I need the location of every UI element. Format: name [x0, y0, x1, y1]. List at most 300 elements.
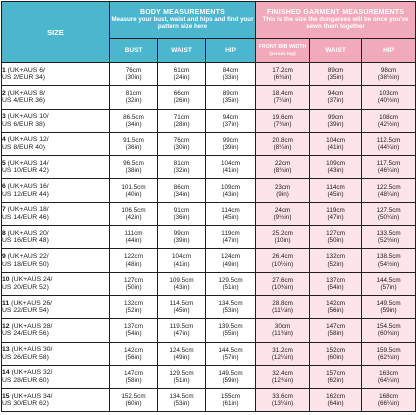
size-row	[2, 319, 416, 342]
measure-in: (47in)	[173, 330, 190, 338]
bust-cell	[110, 202, 158, 225]
measure-cm: 99cm	[327, 113, 344, 121]
measure-cm: 99cm	[173, 230, 190, 238]
measure-in: (60in)	[327, 353, 344, 361]
measure-in: (53in)	[173, 400, 190, 408]
measure-in: (42in)	[125, 213, 142, 221]
measure-in: (54½in)	[377, 260, 400, 268]
bust-cell	[110, 86, 158, 109]
size-label	[2, 272, 110, 295]
waist-cell	[158, 295, 206, 318]
measure-in: (7¼in)	[273, 97, 292, 105]
size-line-2: US 4/EUR 36)	[2, 97, 46, 105]
measure-in: (62¾in)	[377, 353, 400, 361]
bib-width-cell	[256, 389, 310, 412]
measure-in: (45in)	[173, 307, 190, 315]
measure-in: (59in)	[380, 307, 397, 315]
measure-in: (8¾in)	[273, 167, 292, 175]
size-label	[2, 295, 110, 318]
size-line-1: (UK+AUS 30/	[11, 346, 53, 354]
size-table	[1, 1, 416, 412]
bust-cell	[110, 272, 158, 295]
size-row	[2, 226, 416, 249]
hip-header: HIP	[206, 39, 256, 63]
size-label	[2, 342, 110, 365]
measure-cm: 134.5cm	[169, 393, 194, 401]
finished-waist-cell	[310, 63, 362, 86]
measure-cm: 32.4cm	[272, 369, 293, 377]
measure-cm: 144.5cm	[376, 276, 401, 284]
waist-cell	[158, 272, 206, 295]
size-line-1: (UK+AUS 34/	[11, 392, 53, 400]
measure-cm: 119.5cm	[169, 323, 194, 331]
measure-cm: 108cm	[379, 113, 398, 121]
measure-in: (59in)	[222, 377, 239, 384]
size-row	[2, 63, 416, 86]
measure-cm: 142cm	[326, 300, 345, 308]
bib-width-note: (across top)	[269, 50, 296, 56]
measure-in: (42½in)	[377, 120, 400, 128]
measure-in: (11¼in)	[272, 307, 293, 315]
measure-cm: 111cm	[124, 230, 143, 238]
measure-cm: 127.5cm	[376, 206, 401, 214]
bust-cell	[110, 179, 158, 202]
size-row	[2, 389, 416, 412]
bust-cell	[110, 156, 158, 179]
measure-in: (10½in)	[271, 260, 294, 268]
size-line-2: US 22/EUR 54)	[2, 307, 49, 315]
measure-cm: 106.5cm	[121, 206, 146, 214]
measure-in: (52in)	[125, 307, 142, 315]
measure-in: (46¼in)	[377, 167, 400, 175]
measure-cm: 20.8cm	[272, 136, 293, 144]
measure-cm: 114.5cm	[169, 300, 194, 308]
measure-in: (45in)	[222, 213, 239, 221]
measure-cm: 134.5cm	[218, 300, 243, 308]
measure-cm: 114cm	[221, 206, 240, 214]
size-number: 9	[2, 252, 6, 260]
measure-cm: 129.5cm	[169, 369, 194, 377]
measure-in: (39in)	[222, 144, 239, 152]
measure-cm: 147cm	[124, 369, 143, 377]
bib-width-header	[256, 39, 310, 63]
measure-cm: 149.5cm	[218, 369, 243, 377]
finished-hip-cell	[362, 179, 416, 202]
measure-cm: 103cm	[379, 90, 398, 98]
size-number: 10	[2, 276, 10, 284]
size-line-1: (UK+AUS 16/	[7, 183, 49, 191]
waist-cell	[158, 319, 206, 342]
measure-cm: 27.6cm	[272, 276, 293, 284]
bib-width-cell	[256, 365, 310, 388]
size-label	[2, 63, 110, 86]
measure-in: (43in)	[327, 167, 344, 175]
measure-cm: 119cm	[221, 230, 240, 238]
measure-in: (8¼in)	[273, 144, 292, 152]
measure-cm: 109cm	[221, 183, 240, 191]
measure-in: (62in)	[327, 377, 344, 384]
measure-cm: 163cm	[379, 369, 398, 377]
measure-cm: 142cm	[124, 346, 143, 354]
measure-cm: 61cm	[173, 67, 190, 75]
finished-hip-cell	[362, 109, 416, 132]
measure-in: (10¾in)	[271, 283, 294, 291]
measure-in: (41in)	[173, 260, 190, 268]
measure-in: (52in)	[327, 260, 344, 268]
finished-waist-cell	[310, 295, 362, 318]
measure-cm: 127cm	[124, 276, 143, 284]
measure-cm: 89cm	[222, 90, 239, 98]
measure-cm: 129.5cm	[218, 276, 243, 284]
measure-in: (35in)	[327, 74, 344, 82]
size-row	[2, 86, 416, 109]
bib-width-cell	[256, 63, 310, 86]
measure-in: (12¾in)	[271, 377, 294, 384]
size-number: 12	[2, 322, 10, 330]
size-number: 1	[2, 66, 6, 74]
measure-in: (57in)	[380, 283, 397, 291]
measure-cm: 155cm	[221, 393, 240, 401]
size-number: 2	[2, 89, 6, 97]
hip-cell	[206, 179, 256, 202]
waist-cell	[158, 109, 206, 132]
waist-cell	[158, 249, 206, 272]
measure-in: (44in)	[125, 237, 142, 245]
measure-in: (60¾in)	[377, 330, 400, 338]
measure-in: (32in)	[125, 97, 142, 105]
measure-in: (35in)	[222, 97, 239, 105]
measure-in: (36in)	[173, 213, 190, 221]
size-line-1: (UK+AUS 12/	[7, 136, 49, 144]
measure-cm: 132cm	[124, 300, 143, 308]
measure-in: (12¼in)	[271, 353, 294, 361]
measure-cm: 122.5cm	[376, 183, 401, 191]
measure-in: (39in)	[173, 237, 190, 245]
measure-in: (50¼in)	[377, 213, 400, 221]
size-number: 7	[2, 206, 6, 214]
size-row	[2, 365, 416, 388]
size-row	[2, 109, 416, 132]
measure-in: (28in)	[173, 120, 190, 128]
measure-in: (55in)	[222, 330, 239, 338]
size-line-2: US 14/EUR 46)	[2, 213, 49, 221]
hip-cell	[206, 319, 256, 342]
measure-in: (30in)	[173, 144, 190, 152]
size-number: 3	[2, 113, 6, 121]
measure-cm: 19.6cm	[272, 113, 293, 121]
finished-hip-cell	[362, 342, 416, 365]
measure-cm: 76cm	[173, 136, 190, 144]
size-line-2: US 30/EUR 62)	[2, 400, 49, 408]
size-label	[2, 319, 110, 342]
size-number: 5	[2, 159, 6, 167]
hip-cell	[206, 389, 256, 412]
measure-in: (10in)	[274, 237, 291, 245]
measure-cm: 89cm	[327, 67, 344, 75]
waist-cell	[158, 63, 206, 86]
measure-in: (54in)	[327, 283, 344, 291]
measure-in: (44¼in)	[377, 144, 400, 152]
measure-cm: 127cm	[326, 230, 345, 238]
hip-cell	[206, 295, 256, 318]
waist-cell	[158, 202, 206, 225]
finished-hip-cell	[362, 86, 416, 109]
measure-in: (30in)	[125, 74, 142, 82]
measure-in: (58in)	[327, 330, 344, 338]
waist-cell	[158, 342, 206, 365]
measure-in: (49in)	[173, 353, 190, 361]
size-line-2: US 10/EUR 42)	[2, 167, 49, 175]
measure-cm: 96.5cm	[123, 160, 144, 168]
size-row	[2, 202, 416, 225]
waist-cell	[158, 226, 206, 249]
size-label	[2, 226, 110, 249]
bust-cell	[110, 365, 158, 388]
hip-cell	[206, 86, 256, 109]
bust-cell	[110, 342, 158, 365]
bib-width-cell	[256, 86, 310, 109]
measure-cm: 104cm	[326, 136, 345, 144]
measure-in: (38in)	[125, 167, 142, 175]
measure-in: (34in)	[173, 190, 190, 198]
waist-cell	[158, 389, 206, 412]
waist-cell	[158, 156, 206, 179]
finished-hip-cell	[362, 295, 416, 318]
size-number: 13	[2, 346, 10, 354]
bib-width-cell	[256, 226, 310, 249]
size-line-1: (UK+AUS 14/	[7, 159, 49, 167]
hip-cell	[206, 342, 256, 365]
size-row	[2, 179, 416, 202]
measure-cm: 76cm	[125, 67, 142, 75]
finished-hip-cell	[362, 272, 416, 295]
measure-cm: 91.5cm	[123, 136, 144, 144]
hip-cell	[206, 272, 256, 295]
measure-cm: 109.5cm	[169, 276, 194, 284]
measure-in: (58in)	[125, 377, 142, 384]
body-measurements-title: BODY MEASUREMENTS	[140, 9, 225, 17]
finished-waist-cell	[310, 226, 362, 249]
measure-cm: 86.5cm	[123, 113, 144, 121]
size-line-2: US 26/EUR 58)	[2, 353, 49, 361]
measure-cm: 99cm	[222, 136, 239, 144]
bust-cell	[110, 109, 158, 132]
measure-cm: 25.2cm	[272, 230, 293, 238]
measure-cm: 91cm	[173, 206, 190, 214]
measure-in: (64¼in)	[377, 377, 400, 384]
bust-cell	[110, 132, 158, 155]
measure-cm: 112.5cm	[376, 136, 401, 144]
measure-cm: 147cm	[326, 323, 345, 331]
waist-cell	[158, 132, 206, 155]
measure-cm: 109cm	[326, 160, 345, 168]
finished-hip-cell	[362, 202, 416, 225]
measure-in: (40in)	[125, 190, 142, 198]
measure-cm: 144.5cm	[218, 346, 243, 354]
body-measurements-desc: Measure your bust, waist and hips and find your pattern size here	[111, 16, 254, 30]
measure-in: (54in)	[125, 330, 142, 338]
size-rows	[2, 63, 416, 412]
measure-in: (39in)	[327, 120, 344, 128]
measure-cm: 152.5cm	[121, 393, 146, 401]
body-measurements-header	[110, 2, 256, 39]
measure-cm: 104cm	[221, 160, 240, 168]
size-line-2: US 2/EUR 34)	[2, 74, 46, 82]
bib-width-cell	[256, 272, 310, 295]
size-row	[2, 272, 416, 295]
size-line-2: US 16/EUR 48)	[2, 237, 49, 245]
finished-hip-cell	[362, 226, 416, 249]
measure-in: (37in)	[327, 97, 344, 105]
size-line-1: (UK+AUS 6/	[7, 66, 45, 74]
finished-hip-cell	[362, 389, 416, 412]
measure-cm: 132cm	[326, 253, 345, 261]
measure-cm: 22cm	[274, 160, 291, 168]
hip-cell	[206, 249, 256, 272]
measure-cm: 81cm	[125, 90, 142, 98]
size-label	[2, 86, 110, 109]
measure-in: (47in)	[327, 213, 344, 221]
size-line-1: (UK+AUS 22/	[7, 252, 49, 260]
measure-in: (11¾in)	[272, 330, 293, 338]
measure-cm: 71cm	[173, 113, 190, 121]
measure-in: (56in)	[125, 353, 142, 361]
bust-cell	[110, 63, 158, 86]
size-row	[2, 342, 416, 365]
measure-cm: 124.5cm	[169, 346, 194, 354]
measure-in: (38½in)	[377, 74, 400, 82]
measure-cm: 30cm	[274, 323, 291, 331]
measure-cm: 33.6cm	[272, 393, 293, 401]
size-number: 6	[2, 183, 6, 191]
size-label	[2, 365, 110, 388]
measure-cm: 98cm	[380, 67, 397, 75]
waist-header: WAIST	[158, 39, 206, 63]
measure-in: (13¼in)	[271, 400, 294, 408]
size-label	[2, 202, 110, 225]
waist-cell	[158, 86, 206, 109]
size-line-1: (UK+AUS 8/	[7, 89, 45, 97]
measure-in: (43in)	[222, 190, 239, 198]
measure-in: (64in)	[327, 400, 344, 408]
hip-cell	[206, 365, 256, 388]
size-header: SIZE	[2, 2, 110, 63]
size-number: 8	[2, 229, 6, 237]
bust-cell	[110, 319, 158, 342]
finished-waist-cell	[310, 109, 362, 132]
measure-cm: 137cm	[326, 276, 345, 284]
size-label	[2, 179, 110, 202]
measure-in: (6¾in)	[273, 74, 292, 82]
measure-cm: 168cm	[379, 393, 398, 401]
measure-cm: 101.5cm	[121, 183, 146, 191]
finished-hip-header: HIP	[362, 39, 416, 63]
bust-cell	[110, 249, 158, 272]
measure-cm: 24cm	[274, 206, 291, 214]
measure-cm: 149.5cm	[376, 300, 401, 308]
measure-cm: 84cm	[222, 67, 239, 75]
hip-cell	[206, 202, 256, 225]
bib-width-cell	[256, 109, 310, 132]
measure-cm: 157cm	[326, 369, 345, 377]
finished-waist-cell	[310, 156, 362, 179]
measure-cm: 114cm	[326, 183, 345, 191]
finished-waist-cell	[310, 202, 362, 225]
measure-in: (53in)	[222, 307, 239, 315]
measure-cm: 28.8cm	[272, 300, 293, 308]
measure-in: (52½in)	[377, 237, 400, 245]
finished-measurements-desc: This is the size the dungarees will be once you've sewn them together	[262, 16, 409, 30]
measure-cm: 117.5cm	[376, 160, 401, 168]
bib-width-label: FRONT BIB WIDTH	[258, 43, 307, 50]
measure-cm: 133.5cm	[376, 230, 401, 238]
size-number: 15	[2, 392, 10, 400]
finished-hip-cell	[362, 319, 416, 342]
size-label	[2, 156, 110, 179]
waist-cell	[158, 365, 206, 388]
measure-in: (45in)	[327, 190, 344, 198]
measure-cm: 86cm	[173, 183, 190, 191]
size-line-2: US 8/EUR 40)	[2, 144, 46, 152]
size-label	[2, 389, 110, 412]
measure-cm: 94cm	[327, 90, 344, 98]
size-line-2: US 6/EUR 38)	[2, 120, 46, 128]
measure-in: (61in)	[222, 400, 239, 408]
measure-in: (48¼in)	[377, 190, 400, 198]
hip-cell	[206, 63, 256, 86]
bib-width-cell	[256, 202, 310, 225]
size-row	[2, 249, 416, 272]
size-line-1: (UK+AUS 18/	[7, 206, 49, 214]
measure-cm: 152cm	[326, 346, 345, 354]
measure-in: (9in)	[276, 190, 289, 198]
size-row	[2, 295, 416, 318]
measure-in: (50in)	[327, 237, 344, 245]
measure-cm: 137cm	[124, 323, 143, 331]
waist-cell	[158, 179, 206, 202]
measure-in: (43in)	[173, 283, 190, 291]
measure-cm: 154.5cm	[376, 323, 401, 331]
finished-waist-cell	[310, 272, 362, 295]
size-line-2: US 24/EUR 56)	[2, 330, 49, 338]
bust-cell	[110, 226, 158, 249]
measure-in: (32in)	[173, 167, 190, 175]
measure-cm: 18.4cm	[272, 90, 293, 98]
bib-width-cell	[256, 132, 310, 155]
measure-in: (40½in)	[377, 97, 400, 105]
measure-in: (51in)	[222, 283, 239, 291]
measure-in: (49in)	[222, 260, 239, 268]
measure-cm: 122cm	[124, 253, 143, 261]
measure-cm: 139.5cm	[218, 323, 243, 331]
bib-width-cell	[256, 295, 310, 318]
finished-hip-cell	[362, 63, 416, 86]
finished-waist-header: WAIST	[310, 39, 362, 63]
size-row	[2, 156, 416, 179]
finished-hip-cell	[362, 249, 416, 272]
measure-in: (47in)	[222, 237, 239, 245]
measure-in: (7¾in)	[273, 120, 292, 128]
measure-in: (33in)	[222, 74, 239, 82]
measure-cm: 138.5cm	[376, 253, 401, 261]
size-row	[2, 132, 416, 155]
measure-in: (50in)	[125, 283, 142, 291]
size-line-2: US 12/EUR 44)	[2, 190, 49, 198]
size-line-1: (UK+AUS 28/	[11, 322, 53, 330]
measure-in: (9½in)	[273, 213, 292, 221]
finished-waist-cell	[310, 86, 362, 109]
finished-measurements-header	[256, 2, 416, 39]
